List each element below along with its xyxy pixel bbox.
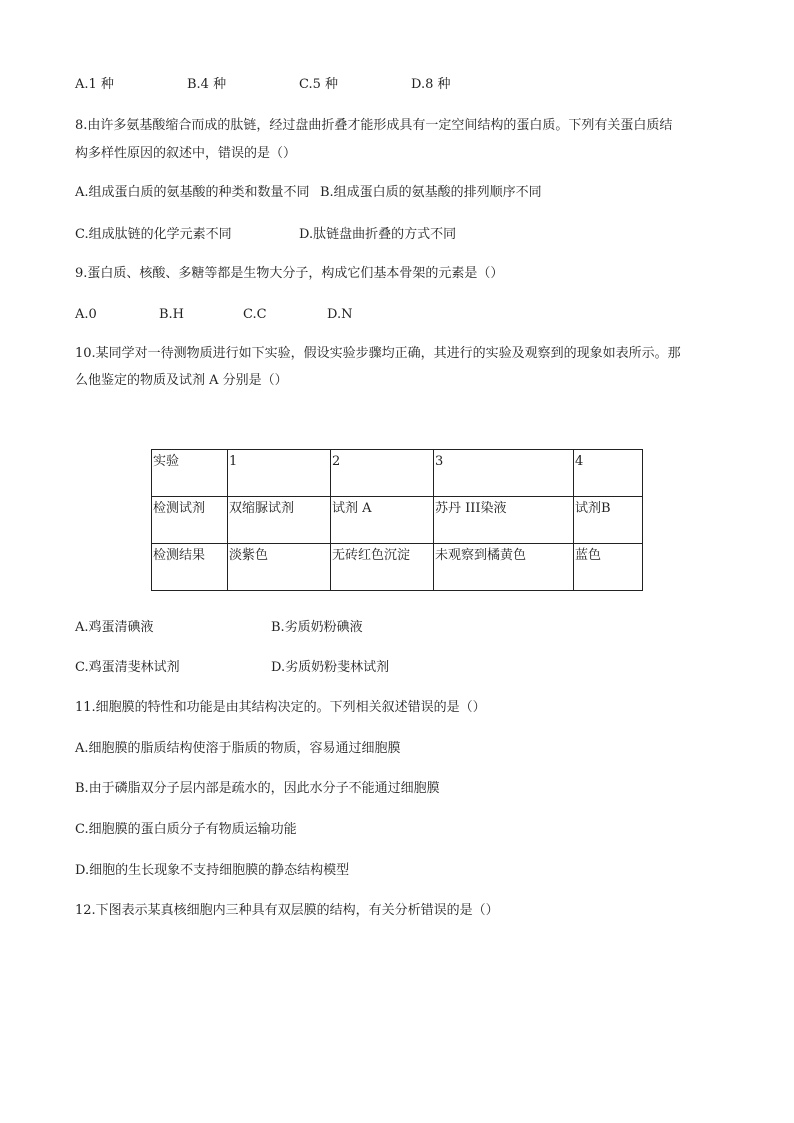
q7-option-c: C.5 种: [299, 77, 339, 92]
q7-option-b: B.4 种: [187, 77, 227, 92]
q12-stem: 12.下图表示某真核细胞内三种具有双层膜的结构，有关分析错误的是（）: [75, 903, 499, 918]
table-cell: 2: [331, 450, 434, 497]
table-cell: 3: [434, 450, 574, 497]
q10-stem-line1: 10.某同学对一待测物质进行如下实验，假设实验步骤均正确，其进行的实验及观察到的现象如表所示。那: [75, 346, 681, 361]
table-cell: 1: [228, 450, 331, 497]
q10-stem-line2: 么他鉴定的物质及试剂 A 分别是（）: [75, 373, 288, 388]
table-cell: 苏丹 III染液: [434, 497, 574, 544]
q11-option-a: A.细胞膜的脂质结构使溶于脂质的物质，容易通过细胞膜: [75, 741, 401, 756]
table-cell: 无砖红色沉淀: [331, 544, 434, 591]
table-cell: 4: [574, 450, 643, 497]
q9-option-a: A.0: [75, 307, 97, 322]
q8-stem-line1: 8.由许多氨基酸缩合而成的肽链，经过盘曲折叠才能形成具有一定空间结构的蛋白质。下列有关蛋白质结: [75, 118, 673, 133]
table-cell: 试剂 A: [331, 497, 434, 544]
table-cell: 淡紫色: [228, 544, 331, 591]
table-cell: 检测结果: [152, 544, 228, 591]
q11-option-d: D.细胞的生长现象不支持细胞膜的静态结构模型: [75, 863, 350, 878]
q9-option-b: B.H: [159, 307, 185, 322]
table-cell: 试剂B: [574, 497, 643, 544]
q8-stem-line2: 构多样性原因的叙述中，错误的是（）: [75, 146, 297, 161]
experiment-table: [151, 449, 643, 591]
q8-option-c: C.组成肽链的化学元素不同: [75, 227, 232, 242]
q8-option-b: B.组成蛋白质的氨基酸的排列顺序不同: [320, 185, 542, 200]
table-row: [152, 497, 643, 544]
q10-option-d: D.劣质奶粉斐林试剂: [271, 660, 390, 675]
table-cell: 双缩脲试剂: [228, 497, 331, 544]
q8-option-d: D.肽链盘曲折叠的方式不同: [299, 227, 457, 242]
table-cell: 实验: [152, 450, 228, 497]
q10-option-a: A.鸡蛋清碘液: [75, 620, 154, 635]
q7-option-d: D.8 种: [411, 77, 451, 92]
q9-option-d: D.N: [327, 307, 353, 322]
q11-stem: 11.细胞膜的特性和功能是由其结构决定的。下列相关叙述错误的是（）: [75, 700, 486, 715]
q9-stem: 9.蛋白质、核酸、多糖等都是生物大分子，构成它们基本骨架的元素是（）: [75, 266, 504, 281]
q10-option-b: B.劣质奶粉碘液: [271, 620, 363, 635]
q11-option-b: B.由于磷脂双分子层内部是疏水的，因此水分子不能通过细胞膜: [75, 781, 440, 796]
table-cell: 检测试剂: [152, 497, 228, 544]
q10-option-c: C.鸡蛋清斐林试剂: [75, 660, 180, 675]
table-cell: 未观察到橘黄色: [434, 544, 574, 591]
table-row: [152, 450, 643, 497]
table-cell: 蓝色: [574, 544, 643, 591]
q11-option-c: C.细胞膜的蛋白质分子有物质运输功能: [75, 822, 297, 837]
table-row: [152, 544, 643, 591]
q9-option-c: C.C: [243, 307, 267, 322]
q8-option-a: A.组成蛋白质的氨基酸的种类和数量不同: [75, 185, 310, 200]
q7-option-a: A.1 种: [75, 77, 114, 92]
